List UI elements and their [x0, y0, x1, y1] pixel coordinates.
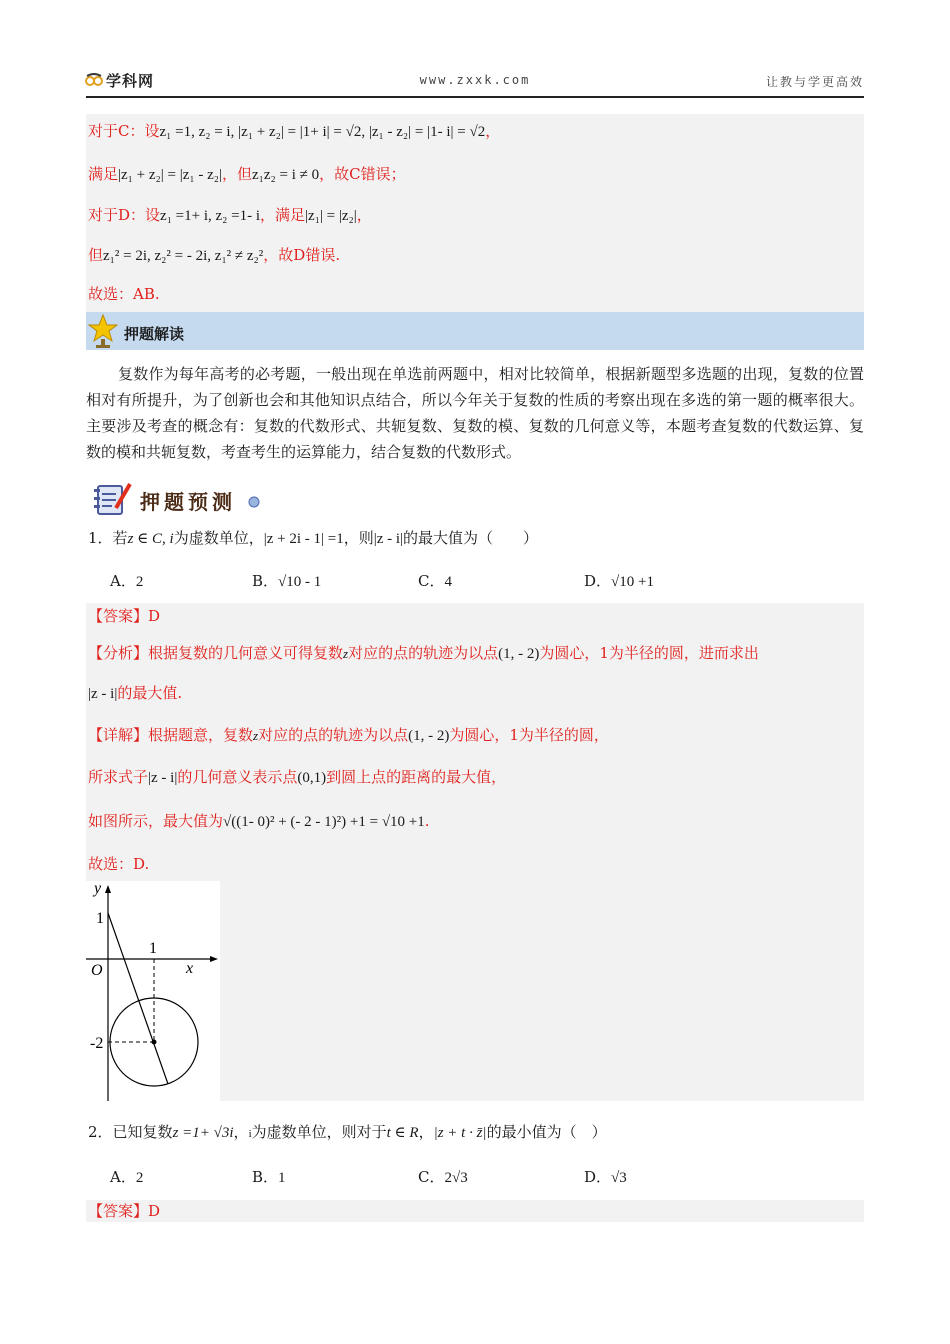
math-expression: |z₁ + z₂| = |z₁ - z₂| [118, 167, 222, 183]
solution-conclusion: 故选：AB. [88, 285, 160, 303]
q1-detail-2: 所求式子|z - i|的几何意义表示点(0,1)到圆上点的距离的最大值， [88, 768, 507, 786]
origin-label: O [91, 962, 103, 979]
math-expression: z₁ =1, z₂ = i, |z₁ + z₂| = |1+ i| = √2, |z₁ - z₂| = |1- i| = √2 [159, 124, 486, 140]
q1-analysis-cont: |z - i|的最大值. [88, 684, 183, 702]
q1-analysis: 【分析】根据复数的几何意义可得复数z对应的点的轨迹为以点(1, - 2)为圆心，1为半径的圆，进而求出 [88, 644, 759, 662]
figure-background [86, 881, 220, 1101]
interpretation-paragraph: 复数作为每年高考的必考题，一般出现在单选前两题中，相对比较简单，根据新题型多选题的出现，复数的位置相对有所提升，为了创新也会和其他知识点结合，所以今年关于复数的性质的考察出现在多选的第一题的概率很大。主要涉及考查的概念有：复数的代数形式、共轭复数、复数的模、复数的几何意义等，本题考查复数的代数运算、复数的模和共轭复数，考查考生的运算能力，结合复数的代数形式。 [86, 365, 864, 461]
q1-answer: 【答案】D [88, 607, 161, 625]
q1-detail-3: 如图所示，最大值为√((1- 0)² + (- 2 - 1)²) +1 = √10 +1. [88, 812, 430, 830]
q1-figure [86, 881, 220, 1101]
header-divider [86, 96, 864, 98]
q1-option-d[interactable]: D．√10 +1 [584, 572, 654, 590]
y-tick-label: 1 [96, 910, 104, 927]
q2-option-a[interactable]: A．2 [110, 1168, 144, 1186]
section-title-prediction: 押题预测 [140, 490, 236, 514]
site-url[interactable]: www.zxxk.com [419, 73, 531, 87]
math-expression: z ∈ C, i [127, 531, 174, 547]
math-expression: z =1+ √3i [172, 1125, 234, 1141]
q2-answer: 【答案】D [88, 1202, 161, 1220]
q2-option-d[interactable]: D．√3 [584, 1168, 627, 1186]
math-expression: |z + t · z̄| [433, 1125, 487, 1141]
solution-line-d2: 但z₁² = 2i, z₂² = - 2i, z₁² ≠ z₂²，故D错误. [88, 246, 341, 264]
math-expression: |z - i| [373, 531, 404, 547]
solution-line-d1: 对于D：设z₁ =1+ i, z₂ =1- i，满足|z₁| = |z₂|， [88, 206, 372, 224]
slogan: 让教与学更高效 [765, 75, 864, 89]
notebook-pencil-icon [92, 482, 132, 516]
x-tick-label: 1 [149, 940, 157, 957]
q1-detail-1: 【详解】根据题意，复数z对应的点的轨迹为以点(1, - 2)为圆心，1为半径的圆， [88, 726, 609, 744]
star-trophy-icon [88, 313, 118, 349]
q1-option-a[interactable]: A．2 [110, 572, 144, 590]
q1-conclusion: 故选：D. [88, 855, 150, 873]
math-expression: |z + 2i - 1| =1 [263, 531, 344, 547]
q1-stem: 1．若z ∈ C, i为虚数单位，|z + 2i - 1| =1，则|z - i|的最大值为（ ） [88, 529, 539, 547]
logo-text: 学科网 [106, 71, 155, 90]
solution-line-c1: 对于C：设z₁ =1, z₂ = i, |z₁ + z₂| = |1+ i| = √2, |z₁ - z₂| = |1- i| = √2， [88, 122, 501, 140]
q2-stem: 2．已知复数z =1+ √3i，i为虚数单位，则对于t ∈ R，|z + t · z̄|的最小值为（ ） [88, 1123, 607, 1141]
neg-y-tick-label: -2 [90, 1035, 104, 1052]
bullet-dot-icon [248, 496, 260, 508]
q2-option-c[interactable]: C．2√3 [418, 1168, 468, 1186]
q2-option-b[interactable]: B．1 [252, 1168, 286, 1186]
section-title-interpretation: 押题解读 [124, 325, 185, 343]
y-axis-label: y [94, 881, 102, 897]
math-expression: z₁ =1+ i, z₂ =1- i [160, 208, 261, 224]
q1-option-b[interactable]: B．√10 - 1 [252, 572, 322, 590]
math-expression: z₁z₂ = i ≠ 0 [252, 167, 320, 183]
q2-answer-box [86, 1200, 864, 1222]
math-expression: |z₁| = |z₂| [305, 208, 357, 224]
q1-option-c[interactable]: C．4 [418, 572, 452, 590]
x-axis-label: x [186, 960, 194, 977]
section-banner-interpretation [86, 312, 864, 350]
circle-center-point [152, 1040, 157, 1045]
solution-line-c2: 满足|z₁ + z₂| = |z₁ - z₂|，但z₁z₂ = i ≠ 0，故C错误； [88, 165, 406, 183]
math-expression: z₁² = 2i, z₂² = - 2i, z₁² ≠ z₂² [103, 248, 264, 264]
